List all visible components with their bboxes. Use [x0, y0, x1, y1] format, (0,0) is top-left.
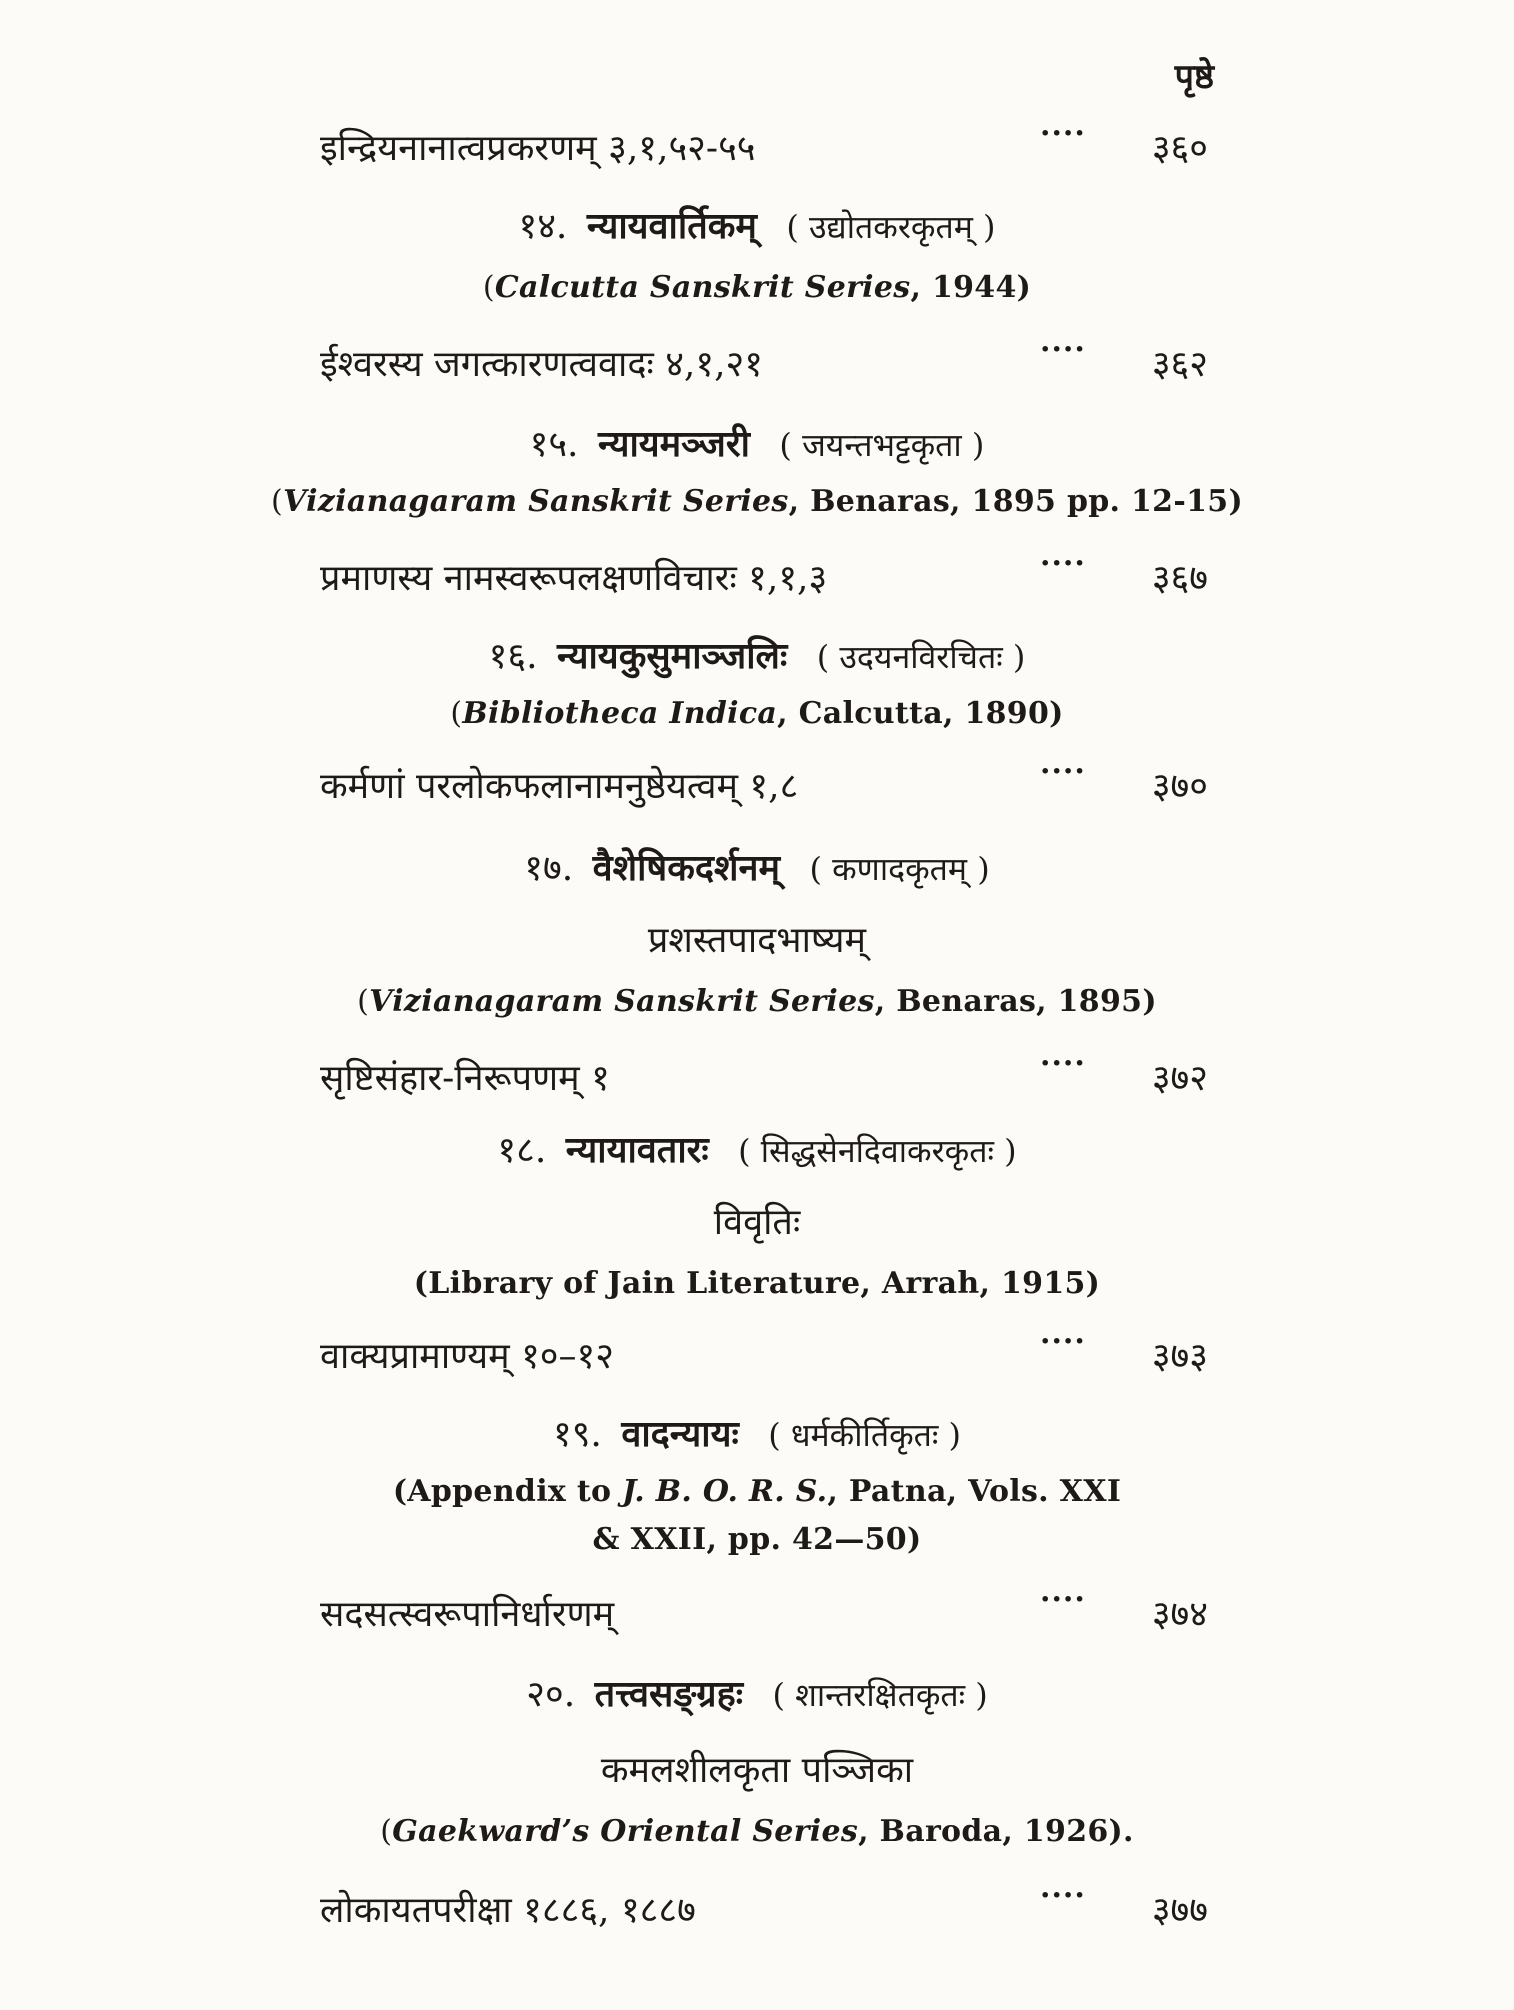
section-number: १४.: [518, 206, 568, 247]
entry-title: प्रमाणस्य नामस्वरूपलक्षणविचारः १,१,३: [320, 558, 828, 599]
series-citation: (Vizianagaram Sanskrit Series, Benaras, 1895): [357, 984, 1157, 1019]
page-column-header: पृष्ठे: [1174, 57, 1214, 97]
toc-entry: [320, 116, 1220, 182]
entry-page-number: ३७२: [1151, 1058, 1208, 1099]
series-citation: (Gaekward’s Oriental Series, Baroda, 1926).: [380, 1814, 1134, 1849]
entry-page-number: ३७७: [1151, 1890, 1208, 1931]
series-details: , Benaras, 1895): [874, 984, 1157, 1019]
section-author: ( शान्तरक्षितकृतः ): [772, 1676, 988, 1714]
entry-page-number: ३६७: [1151, 558, 1208, 599]
section-number: १९.: [552, 1414, 602, 1455]
series-citation: [0, 1266, 1514, 1301]
series-name: Bibliotheca Indica: [462, 696, 778, 731]
leader-dots: ····: [1040, 1878, 1086, 1913]
leader-dots: ····: [1040, 546, 1086, 581]
series-prefix: (Appendix to: [392, 1474, 623, 1509]
section-subtitle: प्रशस्तपादभाष्यम्: [647, 920, 867, 961]
section-subtitle: विवृतिः: [713, 1202, 801, 1243]
section-heading: [0, 1668, 1514, 1717]
section-author: ( सिद्धसेनदिवाकरकृतः ): [738, 1132, 1017, 1170]
series-details: , Patna, Vols. XXI: [827, 1474, 1122, 1509]
toc-entry: [320, 1582, 1220, 1648]
section-number: १८.: [497, 1130, 547, 1171]
section-author: ( धर्मकीर्तिकृतः ): [768, 1416, 962, 1454]
entry-title: इन्द्रियनानात्वप्रकरणम् ३,१,५२-५५: [320, 128, 756, 169]
section-heading: [0, 630, 1514, 679]
section-work-name: न्यायावतारः: [565, 1129, 709, 1171]
section-work-name: न्यायमञ्जरी: [597, 423, 750, 465]
toc-entry: [320, 754, 1220, 820]
entry-page-number: ३७३: [1151, 1336, 1208, 1377]
series-details: , Benaras, 1895 pp. 12-15): [788, 484, 1243, 519]
entry-title: कर्मणां परलोकफलानामनुष्ठेयत्वम् १,८: [320, 766, 799, 807]
toc-entry: [320, 1046, 1220, 1112]
leader-dots: ····: [1040, 1046, 1086, 1081]
series-citation: [0, 1474, 1514, 1509]
section-heading: [0, 418, 1514, 467]
series-details: & XXII, pp. 42—50): [592, 1522, 922, 1557]
series-name: Vizianagaram Sanskrit Series: [283, 484, 789, 519]
section-work-name: न्यायवार्तिकम्: [586, 205, 757, 247]
entry-title: सृष्टिसंहार-निरूपणम् १: [320, 1058, 610, 1099]
section-number: १६.: [488, 636, 538, 677]
entry-page-number: ३७४: [1151, 1594, 1208, 1635]
section-number: १७.: [524, 848, 574, 889]
section-heading: [0, 1408, 1514, 1457]
toc-entry: [320, 332, 1220, 398]
series-name: Gaekward’s Oriental Series: [392, 1814, 859, 1849]
section-subtitle: कमलशीलकृता पञ्जिका: [600, 1750, 914, 1791]
section-work-name: न्यायकुसुमाञ्जलिः: [556, 635, 788, 677]
series-name: Vizianagaram Sanskrit Series: [369, 984, 875, 1019]
entry-page-number: ३७०: [1151, 766, 1208, 807]
section-author: ( उदयनविरचितः ): [816, 638, 1026, 676]
entry-title: वाक्यप्रामाण्यम् १०–१२: [320, 1336, 614, 1377]
series-details: , 1944): [910, 270, 1032, 305]
series-name: Calcutta Sanskrit Series: [494, 270, 911, 305]
section-work-name: तत्त्वसङ्ग्रहः: [594, 1673, 743, 1715]
series-details: , Calcutta, 1890): [777, 696, 1064, 731]
section-author: ( जयन्तभट्टकृता ): [779, 426, 985, 464]
section-heading: [0, 842, 1514, 891]
section-work-name: वैशेषिकदर्शनम्: [592, 847, 780, 889]
series-citation-continued: [0, 1522, 1514, 1557]
series-citation: (Bibliotheca Indica, Calcutta, 1890): [450, 696, 1064, 731]
entry-title: ईश्वरस्य जगत्कारणत्ववादः ४,१,२१: [320, 344, 763, 385]
toc-entry: [320, 546, 1220, 612]
entry-page-number: ३६२: [1151, 344, 1208, 385]
entry-title: लोकायतपरीक्षा १८८६, १८८७: [320, 1890, 696, 1931]
entry-page-number: ३६०: [1151, 128, 1208, 169]
section-work-name: वादन्यायः: [621, 1413, 739, 1455]
toc-entry: [320, 1878, 1220, 1944]
entry-title: सदसत्स्वरूपानिर्धारणम्: [320, 1594, 615, 1635]
toc-entry: [320, 1324, 1220, 1390]
series-details: (Library of Jain Literature, Arrah, 1915): [413, 1266, 1101, 1301]
leader-dots: ····: [1040, 116, 1086, 151]
series-citation: (Calcutta Sanskrit Series, 1944): [482, 270, 1032, 305]
series-details: , Baroda, 1926).: [858, 1814, 1134, 1849]
leader-dots: ····: [1040, 332, 1086, 367]
section-number: २०.: [526, 1674, 576, 1715]
section-author: ( उद्योतकरकृतम् ): [786, 208, 996, 246]
series-citation: (Vizianagaram Sanskrit Series, Benaras, 1895 pp. 12-15): [271, 484, 1243, 519]
section-heading: [0, 200, 1514, 249]
series-name: J. B. O. R. S.: [622, 1474, 828, 1509]
section-heading: [0, 1124, 1514, 1173]
section-number: १५.: [529, 424, 579, 465]
leader-dots: ····: [1040, 1324, 1086, 1359]
leader-dots: ····: [1040, 754, 1086, 789]
section-author: ( कणादकृतम् ): [809, 850, 990, 888]
leader-dots: ····: [1040, 1582, 1086, 1617]
